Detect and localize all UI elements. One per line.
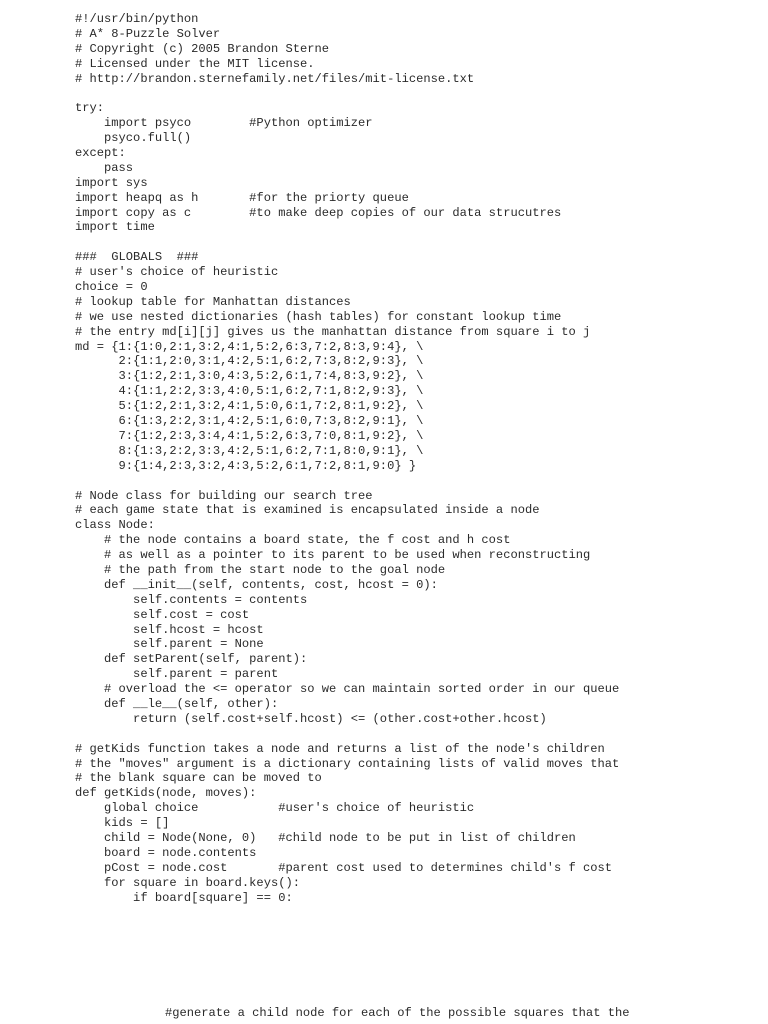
code-line: def setParent(self, parent): (75, 652, 308, 667)
code-line: # Node class for building our search tree (75, 488, 373, 503)
code-line: # Copyright (c) 2005 Brandon Sterne (75, 41, 330, 56)
source-code-block (75, 12, 619, 905)
code-line: for square in board.keys(): (75, 875, 300, 890)
code-line: ### GLOBALS ### (75, 250, 199, 265)
code-line: pCost = node.cost #parent cost used to determines child's f cost (75, 860, 613, 875)
code-line: except: (75, 146, 126, 161)
code-line: 5:{1:2,2:1,3:2,4:1,5:0,6:1,7:2,8:1,9:2}, \ (75, 399, 424, 414)
code-line: import heapq as h #for the priorty queue (75, 190, 409, 205)
code-line: 4:{1:1,2:2,3:3,4:0,5:1,6:2,7:1,8:2,9:3}, \ (75, 384, 424, 399)
code-line: 6:{1:3,2:2,3:1,4:2,5:1,6:0,7:3,8:2,9:1}, \ (75, 414, 424, 429)
code-line: import sys (75, 175, 148, 190)
code-line: 9:{1:4,2:3,3:2,4:3,5:2,6:1,7:2,8:1,9:0} } (75, 458, 417, 473)
code-line: import time (75, 220, 155, 235)
code-line: # overload the <= operator so we can maintain sorted order in our queue (75, 682, 620, 697)
code-line: global choice #user's choice of heuristic (75, 801, 475, 816)
code-line: # as well as a pointer to its parent to be used when reconstructing (75, 548, 591, 563)
code-line: return (self.cost+self.hcost) <= (other.cost+other.hcost) (75, 711, 547, 726)
code-line (75, 86, 619, 101)
code-line: self.cost = cost (75, 607, 250, 622)
code-line: def getKids(node, moves): (75, 786, 257, 801)
code-line: self.parent = parent (75, 667, 279, 682)
code-line: #!/usr/bin/python (75, 12, 199, 26)
code-line: # the path from the start node to the goal node (75, 562, 446, 577)
code-line: # we use nested dictionaries (hash tables) for constant lookup time (75, 309, 562, 324)
code-line: 2:{1:1,2:0,3:1,4:2,5:1,6:2,7:3,8:2,9:3}, \ (75, 354, 424, 369)
code-line: md = {1:{1:0,2:1,3:2,4:1,5:2,6:3,7:2,8:3,9:4}, \ (75, 339, 424, 354)
code-line: # the blank square can be moved to (75, 771, 322, 786)
code-line: # Licensed under the MIT license. (75, 56, 315, 71)
code-line: # the node contains a board state, the f cost and h cost (75, 533, 511, 548)
code-line: import psyco #Python optimizer (75, 116, 373, 131)
code-line: choice = 0 (75, 280, 148, 295)
trailing-code-line: #generate a child node for each of the possible squares that the (165, 1006, 630, 1020)
code-line (75, 235, 619, 250)
code-line: # the entry md[i][j] gives us the manhattan distance from square i to j (75, 324, 591, 339)
code-line (75, 727, 619, 742)
code-line: # getKids function takes a node and returns a list of the node's children (75, 741, 605, 756)
code-line: if board[square] == 0: (75, 890, 293, 905)
code-line: 8:{1:3,2:2,3:3,4:2,5:1,6:2,7:1,8:0,9:1}, \ (75, 443, 424, 458)
code-line: # the "moves" argument is a dictionary containing lists of valid moves that (75, 756, 620, 771)
code-line: 3:{1:2,2:1,3:0,4:3,5:2,6:1,7:4,8:3,9:2}, \ (75, 369, 424, 384)
code-line: # lookup table for Manhattan distances (75, 294, 351, 309)
code-line: # user's choice of heuristic (75, 265, 279, 280)
code-line: def __le__(self, other): (75, 696, 279, 711)
code-line: board = node.contents (75, 845, 257, 860)
code-line: kids = [] (75, 816, 170, 831)
code-line: import copy as c #to make deep copies of our data strucutres (75, 205, 562, 220)
code-line: 7:{1:2,2:3,3:4,4:1,5:2,6:3,7:0,8:1,9:2}, \ (75, 428, 424, 443)
code-line: # http://brandon.sternefamily.net/files/mit-license.txt (75, 71, 475, 86)
code-line (75, 474, 619, 489)
code-line: class Node: (75, 518, 155, 533)
code-line: # A* 8-Puzzle Solver (75, 26, 221, 41)
code-line: self.hcost = hcost (75, 622, 264, 637)
code-line: psyco.full() (75, 131, 192, 146)
code-line: self.parent = None (75, 637, 264, 652)
code-line: try: (75, 101, 105, 116)
code-line: def __init__(self, contents, cost, hcost = 0): (75, 577, 438, 592)
code-line: self.contents = contents (75, 592, 308, 607)
code-line: # each game state that is examined is encapsulated inside a node (75, 503, 540, 518)
code-line: pass (75, 160, 134, 175)
code-line: child = Node(None, 0) #child node to be put in list of children (75, 830, 576, 845)
